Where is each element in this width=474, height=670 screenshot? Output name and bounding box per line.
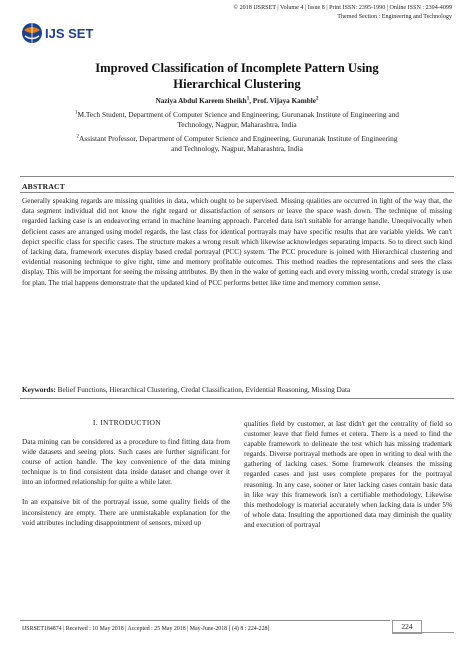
keywords [22, 385, 452, 395]
left-column [22, 437, 230, 538]
abstract-body: Generally speaking regards are missing qualities in data, which ought to be supervised. Missing qualities are occurred in light of the way that, the data segment individual did not know the right regard or dissatisfaction of sensors or leave the space wash down. The technique of missing regarded lacking case is an endeavoring errand in machine learning approach. Parceled data isn't suitable for arrange handle. Unequivocally when deficient cases are arranged using model regards, the last class for identical portrayals may have specific results that are variable yields. We can't depict specific class for specific cases. The structure makes a wrong result which likewise acknowledges separating impacts. So to direct such kind of lacking data, framework executes display based credal portrayal (PCC) system. The PCC procedure is joined with Hierarchical clustering and evidential reasoning technique to give right, time and memory profitable outcomes. This method readies the representations and sees the class display. This will be important for seeing the missing attributes. By then in the wake of getting each and every missing worth, credal strategy is use for plan. The trial happens demonstrate that the updated kind of PCC performs better like time and memory common sense. [22, 197, 452, 287]
affil-2-line-1: Assistant Professor, Department of Computer Science and Engineering, Gurunanak Institute of Engineering [79, 134, 398, 143]
keywords-label: Keywords: [22, 386, 56, 394]
affil-1-sup: 1 [75, 110, 78, 116]
abstract-heading: ABSTRACT [22, 182, 65, 191]
abstract-top-rule [20, 176, 454, 177]
affil-1-line-1: M.Tech Student, Department of Computer Science and Engineering, Gurunanak Institute of Engineering and [77, 110, 399, 119]
author-2: , Prof. Vijaya Kamble [249, 97, 316, 105]
affil-2-sup: 2 [76, 134, 80, 140]
title-line-2: Hierarchical Clustering [173, 77, 301, 91]
right-column [244, 419, 452, 540]
logo-text: IJS SET [45, 26, 94, 41]
affiliation-2 [30, 134, 444, 153]
abstract-heading-rule [20, 192, 454, 193]
intro-paragraph-1: Data mining can be considered as a procedure to find fitting data from wide datasets and seeing plots. Such cases are further significant for course of action handle. The key convenience of the data mining technique is to find consistent data inside dataset and change over it into an informed relationship for quite a while later. [22, 438, 230, 487]
globe-logo-icon [20, 20, 98, 46]
affil-1-line-2: Technology, Nagpur, Maharashtra, India [177, 119, 297, 129]
journal-header-issn: © 2018 IJSRSET | Volume 4 | Issue 8 | Print ISSN: 2395-1990 | Online ISSN : 2394-4099 [233, 5, 452, 11]
abstract-bottom-rule [20, 398, 454, 399]
title-line-1: Improved Classification of Incomplete Pattern Using [95, 61, 379, 75]
journal-header-section: Themed Section : Engineering and Technology [337, 14, 452, 20]
intro-paragraph-3: qualities field by customer, at last didn't get the centrality of field so customer leave that field fumes et cetera. There is a need to find the capable framework to delineate the test which has missing trademark regards. Diverse portrayal methods are open in writing to deal with the gathering of lacking cases. Some framework cleanses the missing regarded cases and just uses complete prepares for the portrayal reasoning. In any case, sooner or later lacking cases contain basic data in like way this framework isn't a certifiable methodology. Likewise this methodology is material accurately when lacking data is under 5% of whole data. Insulting the apportioned data may diminish the quality and execution of portrayal [244, 420, 452, 529]
page-number-rule [392, 632, 454, 633]
journal-logo [20, 20, 98, 46]
affil-2-line-2: and Technology, Nagpur, Maharashtra, India [171, 143, 303, 153]
author-list [40, 97, 434, 106]
affiliation-1 [30, 110, 444, 129]
intro-paragraph-2: In an expansive bit of the portrayal issue, some quality fields of the inconsistency are empty. There are unmistakable explanation for the void attributes including disappointment of sensors, mixed up [22, 498, 230, 527]
section-heading-introduction: I. INTRODUCTION [92, 418, 162, 427]
paper-title [40, 60, 434, 92]
keywords-list: Belief Functions, Hierarchical Clustering, Credal Classification, Evidential Reasoning, Missing Data [55, 386, 351, 394]
footer-citation: IJSRSET184874 | Received : 10 May 2018 | Accepted : 25 May 2018 | May-June-2018 [ (4) 8 : 224-228] [22, 626, 270, 632]
author-2-sup: 2 [315, 96, 319, 102]
footer-rule [20, 620, 390, 621]
page-number: 224 [392, 620, 422, 634]
author-1-sup: 1 [246, 96, 250, 102]
author-1: Naziya Abdul Kareem Sheikh [155, 97, 247, 105]
